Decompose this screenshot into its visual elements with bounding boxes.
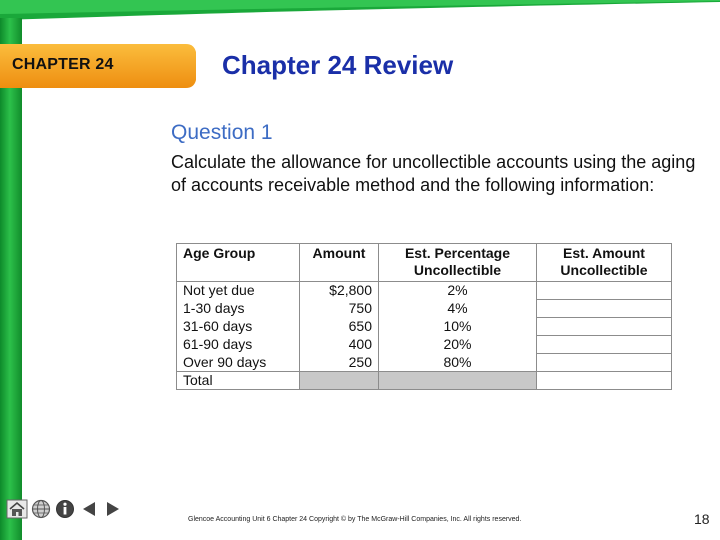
slide-navigation [6, 498, 124, 520]
question-text: Calculate the allowance for uncollectible accounts using the aging of accounts receivable method and the following information: [171, 152, 696, 195]
header-est-amount: Est. Amount Uncollectible [537, 244, 672, 282]
row-age-group: Not yet due [177, 282, 300, 300]
copyright-footer: Glencoe Accounting Unit 6 Chapter 24 Copyright © by The McGraw-Hill Companies, Inc. All rights reserved. [188, 516, 522, 523]
table-row [177, 300, 672, 318]
table-total-row [177, 372, 672, 390]
row-amount: 750 [300, 300, 379, 318]
home-icon[interactable] [6, 498, 28, 520]
total-est-amount-cell [537, 372, 672, 390]
row-est-amount [537, 354, 672, 372]
info-icon[interactable] [54, 498, 76, 520]
prev-arrow-icon[interactable] [78, 498, 100, 520]
aging-table [176, 243, 672, 390]
row-age-group: 1-30 days [177, 300, 300, 318]
total-label: Total [177, 372, 300, 390]
row-est-amount [537, 300, 672, 318]
chapter-label: CHAPTER 24 [12, 56, 114, 73]
page-number: 18 [694, 511, 710, 527]
row-est-amount [537, 336, 672, 354]
row-age-group: Over 90 days [177, 354, 300, 372]
row-amount: 250 [300, 354, 379, 372]
row-amount: $2,800 [300, 282, 379, 300]
header-est-percentage: Est. Percentage Uncollectible [379, 244, 537, 282]
row-age-group: 61-90 days [177, 336, 300, 354]
slide-title: Chapter 24 Review [222, 50, 454, 80]
row-percentage: 10% [379, 318, 537, 336]
row-percentage: 4% [379, 300, 537, 318]
row-age-group: 31-60 days [177, 318, 300, 336]
table-header-row [177, 244, 672, 282]
row-est-amount [537, 318, 672, 336]
globe-icon[interactable] [30, 498, 52, 520]
table-row [177, 354, 672, 372]
row-percentage: 2% [379, 282, 537, 300]
header-amount: Amount [300, 244, 379, 282]
row-est-amount [537, 282, 672, 300]
left-decorative-bar [0, 18, 22, 540]
next-arrow-icon[interactable] [102, 498, 124, 520]
table-row [177, 336, 672, 354]
row-percentage: 80% [379, 354, 537, 372]
table-row [177, 282, 672, 300]
top-decorative-band [0, 0, 720, 20]
header-age-group: Age Group [177, 244, 300, 282]
row-amount: 650 [300, 318, 379, 336]
total-percentage-cell [379, 372, 537, 390]
table-row [177, 318, 672, 336]
row-percentage: 20% [379, 336, 537, 354]
question-heading: Question 1 [171, 121, 273, 144]
row-amount: 400 [300, 336, 379, 354]
total-amount-cell [300, 372, 379, 390]
